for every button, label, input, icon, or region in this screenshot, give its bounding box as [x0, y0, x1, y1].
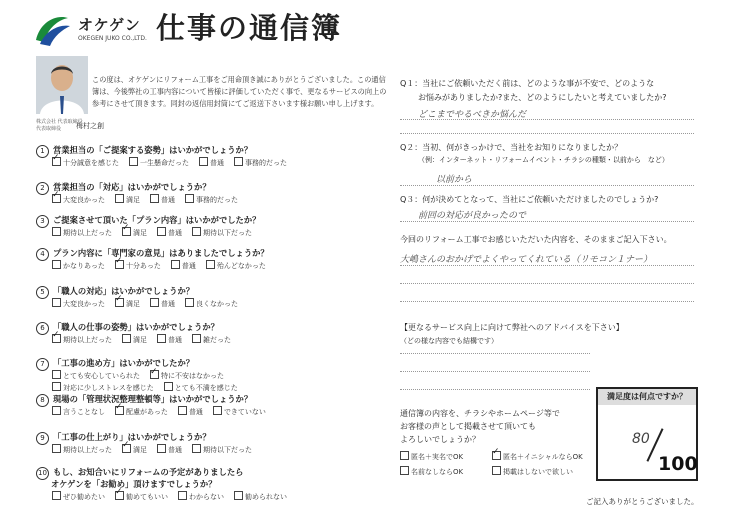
answer-option[interactable]: [150, 370, 224, 382]
question-number: 6: [36, 322, 49, 335]
question-number: 1: [36, 145, 49, 158]
president-title-2: 代表取締役: [36, 126, 62, 132]
answer-options: [52, 260, 276, 271]
checkbox[interactable]: [122, 334, 131, 343]
publish-option[interactable]: [400, 451, 463, 462]
answer-option[interactable]: [192, 227, 252, 238]
option-label: 大変良かった: [63, 300, 105, 308]
question-number: 3: [36, 215, 49, 228]
checkbox[interactable]: [192, 334, 201, 343]
checkbox[interactable]: [400, 466, 409, 475]
option-label: 普通: [181, 262, 196, 270]
q3-text: Q３：何が決めてとなって、当社にご依頼いただけましたのでしょうか?: [400, 195, 659, 204]
president-name: 梅村之創: [76, 122, 104, 130]
q6-text-2: お客様の声として掲載させて頂いても: [400, 422, 536, 431]
brand-name: オケゲン: [78, 16, 141, 34]
option-label: 勧められない: [245, 493, 287, 501]
person-icon: [36, 56, 88, 114]
answer-option[interactable]: [171, 260, 196, 271]
option-label: 掲載はしないで欲しい: [503, 468, 573, 476]
answer-options: [52, 406, 276, 417]
answer-option[interactable]: [234, 157, 287, 168]
q5-text: 【更なるサービス向上に向けて弊社へのアドバイスを下さい】: [400, 323, 624, 332]
checkbox[interactable]: [234, 491, 243, 500]
answer-option[interactable]: [129, 157, 189, 168]
q2-text: Q２：当初、何がきっかけで、当社をお知りになりましたか？: [400, 143, 623, 152]
option-label: 事務的だった: [196, 196, 238, 204]
checkbox[interactable]: [213, 406, 222, 415]
answer-line: [400, 185, 694, 186]
question-text: 現場の「管理状況整理整頓等」はいかがでしょうか？: [53, 394, 253, 404]
answer-option[interactable]: [115, 491, 168, 502]
question-number: 8: [36, 394, 49, 407]
q6-text-1: 通信簿の内容を、チラシやホームページ等で: [400, 409, 560, 418]
option-label: 普通: [168, 229, 182, 237]
answer-line: [400, 353, 590, 354]
option-label: 良くなかった: [196, 300, 238, 308]
option-label: 普通: [210, 159, 224, 167]
option-label: 満足: [126, 300, 140, 308]
option-label: 勧めてもいい: [126, 493, 168, 501]
checkbox[interactable]: [157, 444, 166, 453]
answer-option[interactable]: [122, 227, 147, 238]
checkbox[interactable]: [192, 227, 201, 236]
checkbox[interactable]: [178, 491, 187, 500]
answer-line: [400, 133, 694, 134]
answer-option[interactable]: [157, 334, 182, 345]
option-label: 大変良かった: [63, 196, 105, 204]
checkbox[interactable]: [150, 298, 159, 307]
question-number: 2: [36, 182, 49, 195]
publish-option[interactable]: [400, 466, 463, 477]
checkbox[interactable]: [150, 194, 159, 203]
option-label: 配慮があった: [126, 408, 168, 416]
q5-note: （どの様な内容でも結構です）: [400, 337, 498, 345]
answer-option[interactable]: [199, 157, 224, 168]
answer-line: [400, 371, 590, 372]
answer-option[interactable]: [234, 491, 287, 502]
answer-option[interactable]: [185, 194, 238, 205]
question-4: [36, 247, 269, 261]
checkbox[interactable]: [52, 406, 61, 415]
option-label: とても安心していられた: [63, 372, 140, 380]
option-label: とても不満を感じた: [174, 384, 238, 392]
option-label: 満足: [133, 446, 147, 454]
option-label: 名前なしならOK: [411, 468, 464, 476]
checkbox[interactable]: [52, 382, 61, 391]
score-heading: 満足度は何点ですか？: [598, 389, 696, 405]
option-label: 事務的だった: [245, 159, 287, 167]
option-label: 特に不安はなかった: [161, 372, 224, 380]
checkbox[interactable]: [199, 157, 208, 166]
option-label: かなりあった: [63, 262, 105, 270]
answer-option[interactable]: [115, 260, 161, 271]
checkbox[interactable]: [164, 382, 173, 391]
answer-option[interactable]: [178, 491, 224, 502]
option-label: 期待以上だった: [63, 229, 112, 237]
president-title-1: 株式会社 代表取締役: [36, 119, 83, 125]
score-max: 100: [658, 453, 698, 475]
answer-option[interactable]: [52, 370, 140, 382]
option-label: 普通: [161, 196, 175, 204]
answer-option[interactable]: [157, 444, 182, 455]
checkbox[interactable]: [185, 298, 194, 307]
answer-options: [52, 157, 297, 168]
checkbox[interactable]: [400, 451, 409, 460]
checkbox[interactable]: [185, 194, 194, 203]
answer-option[interactable]: [192, 444, 252, 455]
answer-line: [400, 283, 694, 284]
answer-options: [52, 227, 262, 238]
option-label: できていない: [223, 408, 266, 416]
question-number: 5: [36, 286, 49, 299]
checkbox[interactable]: [52, 370, 61, 379]
option-label: 対応に少しストレスを感じた: [63, 384, 154, 392]
answer-option[interactable]: [150, 298, 175, 309]
checkbox[interactable]: [52, 491, 61, 500]
answer-option[interactable]: [115, 298, 140, 309]
q2-example: （例：インターネット・リフォームイベント・チラシの種類・以前から など）: [418, 156, 669, 164]
checkbox[interactable]: [52, 157, 61, 166]
answer-option[interactable]: [192, 334, 231, 345]
question-number: 9: [36, 432, 49, 445]
option-label: 期待以上だった: [63, 336, 112, 344]
checkbox[interactable]: [52, 334, 61, 343]
q2-answer: 以前から: [436, 175, 473, 185]
answer-line: [400, 301, 694, 302]
option-label: 匿名＋イニシャルならOK: [503, 453, 583, 461]
president-photo: [36, 56, 88, 114]
answer-options: [52, 298, 248, 309]
checkbox[interactable]: [129, 157, 138, 166]
answer-line: [400, 119, 694, 120]
answer-options: [52, 491, 297, 502]
answer-option[interactable]: [185, 298, 238, 309]
answer-options: [52, 334, 241, 345]
answer-option[interactable]: [157, 227, 182, 238]
checkbox[interactable]: [52, 260, 61, 269]
checkbox[interactable]: [52, 194, 61, 203]
question-number: 4: [36, 248, 49, 261]
checkbox[interactable]: [115, 298, 124, 307]
option-label: 満足: [126, 196, 140, 204]
checkbox[interactable]: [192, 444, 201, 453]
checkbox[interactable]: [492, 466, 501, 475]
question-6: [36, 321, 219, 335]
answer-option[interactable]: [115, 194, 140, 205]
question-number: 10: [36, 467, 49, 480]
answer-option[interactable]: [52, 406, 105, 417]
question-text: 営業担当の「ご提案する姿勢」はいかがでしょうか？: [53, 145, 253, 155]
option-label: 言うことなし: [63, 408, 105, 416]
question-text: 「職人の仕事の姿勢」はいかがでしょうか？: [53, 322, 219, 332]
okegen-logo-icon: [32, 12, 72, 48]
option-label: 殆んどなかった: [216, 262, 266, 270]
answer-line: [400, 389, 590, 390]
answer-option[interactable]: [52, 157, 119, 168]
answer-options: [52, 194, 248, 205]
checkbox[interactable]: [206, 260, 215, 269]
answer-option[interactable]: [122, 444, 147, 455]
question-text: もし、お知合いにリフォームの予定がありましたら: [53, 467, 244, 477]
answer-option[interactable]: [115, 406, 168, 417]
q4-text: 今回のリフォーム工事でお感じいただいた内容を、そのままご記入下さい。: [400, 235, 672, 244]
q6-text-3: よろしいでしょうか？: [400, 435, 480, 444]
answer-option[interactable]: [206, 260, 266, 271]
checkbox[interactable]: [234, 157, 243, 166]
answer-option[interactable]: [52, 491, 105, 502]
question-text: 営業担当の「対応」はいかがでしょうか？: [53, 182, 211, 192]
option-label: 匿名＋実名でOK: [411, 453, 464, 461]
checkbox[interactable]: [115, 406, 124, 415]
checkbox[interactable]: [178, 406, 187, 415]
checkbox[interactable]: [52, 227, 61, 236]
option-label: 雑だった: [203, 336, 231, 344]
brand-subtitle: OKEGEN JUKO CO.,LTD.: [78, 35, 147, 42]
checkbox[interactable]: [122, 444, 131, 453]
q3-answer: 前回の対応が良かったので: [418, 211, 527, 221]
option-label: わからない: [189, 493, 224, 501]
option-label: 期待以上だった: [63, 446, 112, 454]
publish-option[interactable]: [492, 451, 583, 462]
answer-line: [400, 265, 694, 266]
question-2: [36, 181, 211, 195]
checkbox[interactable]: [492, 451, 501, 460]
checkbox[interactable]: [157, 227, 166, 236]
question-number: 7: [36, 358, 49, 371]
answer-option[interactable]: [150, 194, 175, 205]
answer-option[interactable]: [122, 334, 147, 345]
answer-options: [52, 444, 262, 455]
question-text: 「工事の仕上がり」はいかがでしょうか？: [53, 432, 211, 442]
answer-option[interactable]: [178, 406, 203, 417]
question-text: 「工事の進め方」はいかがでしたか？: [53, 358, 195, 368]
checkbox[interactable]: [171, 260, 180, 269]
option-label: 満足: [133, 336, 147, 344]
option-label: 十分あった: [125, 262, 161, 270]
checkbox[interactable]: [115, 491, 124, 500]
checkbox[interactable]: [52, 444, 61, 453]
option-label: 普通: [188, 408, 203, 416]
page-title: 仕事の通信簿: [156, 11, 343, 45]
q1-text: Q１：当社にご依頼いただく前は、どのような事が不安で、どのような: [400, 79, 655, 88]
answer-option[interactable]: [52, 227, 112, 238]
answer-option[interactable]: [52, 194, 105, 205]
answer-options: [52, 370, 248, 394]
answer-option[interactable]: [52, 334, 112, 345]
checkbox[interactable]: [52, 298, 61, 307]
option-label: 普通: [168, 446, 182, 454]
q1-answer: どこまでやるべきか悩んだ: [418, 110, 527, 120]
checkbox[interactable]: [115, 194, 124, 203]
score-box: [596, 387, 698, 481]
thanks-text: ご記入ありがとうございました。: [586, 497, 699, 506]
answer-option[interactable]: [52, 298, 105, 309]
option-label: 一生懸命だった: [140, 159, 189, 167]
option-label: 期待以下だった: [203, 446, 252, 454]
answer-option[interactable]: [52, 444, 112, 455]
option-label: 満足: [133, 229, 147, 237]
score-value: 80: [632, 431, 650, 447]
answer-option[interactable]: [52, 260, 105, 271]
checkbox[interactable]: [150, 370, 159, 379]
question-text: プラン内容に「専門家の意見」はありましたでしょうか？: [53, 248, 269, 258]
answer-option[interactable]: [213, 406, 266, 417]
question-1: [36, 144, 252, 158]
question-8: [36, 393, 252, 407]
q4-answer: 大嶋さんのおかげでよくやってくれている（リモコン１ナー）: [400, 255, 653, 265]
answer-line: [400, 221, 694, 222]
option-label: 普通: [161, 300, 175, 308]
question-3: [36, 214, 260, 228]
q1-text-2: お悩みがありましたか?また、どのようにしたいと考えていましたか?: [418, 93, 667, 102]
publish-option[interactable]: [492, 466, 573, 477]
question-text: ご提案させて頂いた「プラン内容」はいかがでしたか？: [53, 215, 261, 225]
option-label: 普通: [168, 336, 182, 344]
checkbox[interactable]: [122, 227, 131, 236]
option-label: ぜひ勧めたい: [63, 493, 105, 501]
question-text-2: オケゲンを「お勧め」頂けますでしょうか？: [51, 479, 217, 489]
option-label: 期待以下だった: [203, 229, 252, 237]
option-label: 十分誠意を感じた: [63, 159, 119, 167]
checkbox[interactable]: [157, 334, 166, 343]
checkbox[interactable]: [115, 260, 124, 269]
intro-text: この度は、オケゲンにリフォーム工事をご用命頂き誠にありがとうございました。この通信簿は、今後弊社の工事内容について皆様に評価していただく事で、更なるサービスの向上の参考にさせて頂きます。同封の返信用封筒にてご返送下さいます様お願い申し上げます。: [92, 75, 387, 108]
question-text: 「職人の対応」はいかがでしょうか？: [53, 286, 195, 296]
question-7: [36, 357, 194, 371]
